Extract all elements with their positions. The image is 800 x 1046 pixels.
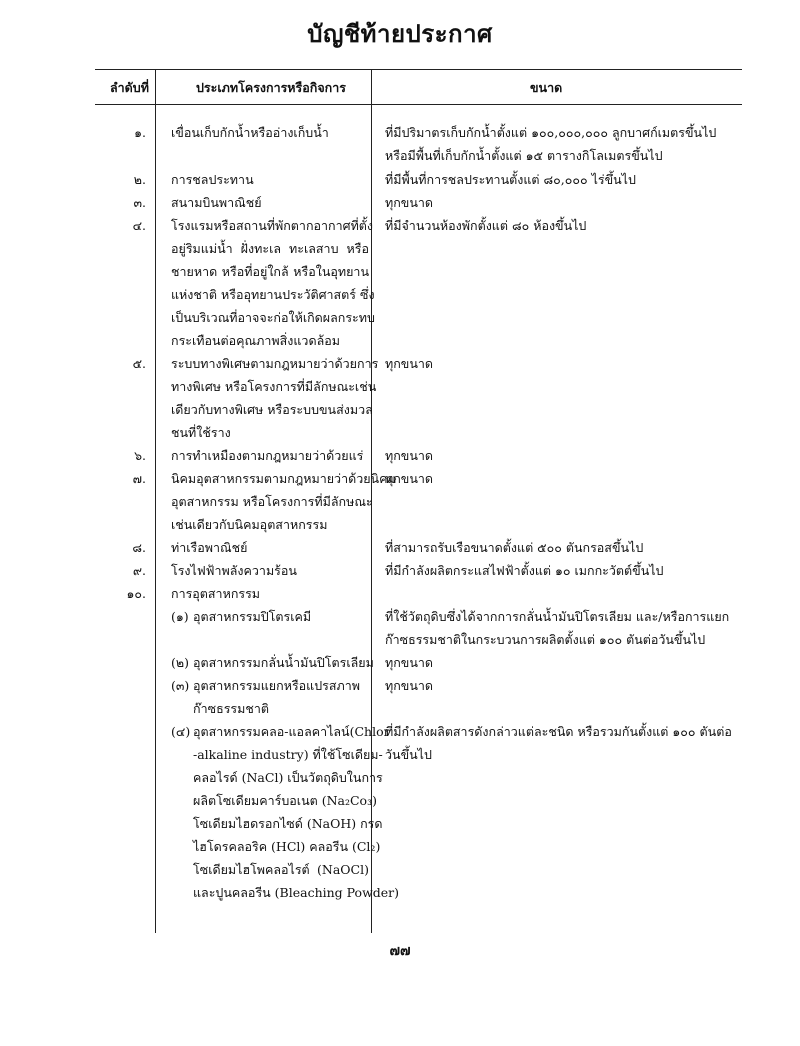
proj-line: การชลประทาน <box>171 172 254 187</box>
document-title: บัญชีท้ายประกาศ <box>307 19 493 48</box>
size-line: ที่ใช้วัตถุดิบซึ่งได้จากการกลั่นน้ำมันปิโตรเลียม และ/หรือการแยก <box>385 609 730 624</box>
tx-line: และปูนคลอรีน (Bleaching Powder) <box>193 885 400 900</box>
header-top-rule <box>95 69 742 70</box>
sub-item-marker: (๓) <box>171 678 190 693</box>
tx-line: คลอไรด์ (NaCl) เป็นวัตถุดิบในการ <box>193 770 383 785</box>
project-type <box>171 559 369 582</box>
proj-line: นิคมอุตสาหกรรมตามกฎหมายว่าด้วยนิคม <box>171 471 396 486</box>
size-line: ที่มีพื้นที่การชลประทานตั้งแต่ ๘๐,๐๐๐ ไร่ขึ้นไป <box>385 172 636 187</box>
proj-line: โรงไฟฟ้าพลังความร้อน <box>171 563 297 578</box>
size-line: ทุกขนาด <box>385 356 434 371</box>
row-number: ๒. <box>133 172 146 187</box>
column-divider-1 <box>155 69 156 933</box>
project-size <box>385 467 743 490</box>
proj-line: เป็นบริเวณที่อาจจะก่อให้เกิดผลกระทบ <box>171 310 375 325</box>
tx-line: -alkaline industry) ที่ใช้โซเดียม- <box>193 747 383 762</box>
size-line: ทุกขนาด <box>385 678 434 693</box>
proj-line: เขื่อนเก็บกักน้ำหรืออ่างเก็บน้ำ <box>171 125 329 140</box>
proj-line: อยู่ริมแม่น้ำ ฝั่งทะเล ทะเลสาบ หรือ <box>171 241 369 256</box>
size-line: ที่สามารถรับเรือขนาดตั้งแต่ ๕๐๐ ตันกรอสขึ้นไป <box>385 540 644 555</box>
row-number: ๓. <box>133 195 146 210</box>
project-size <box>385 191 743 214</box>
sub-item <box>171 720 400 904</box>
row-number: ๗. <box>132 471 146 486</box>
sub-item-text <box>171 605 369 628</box>
project-type <box>171 214 375 352</box>
project-type <box>171 191 369 214</box>
proj-line: ระบบทางพิเศษตามกฎหมายว่าด้วยการ <box>171 356 379 371</box>
sub-item-marker: (๒) <box>171 655 189 670</box>
sub-item <box>171 605 369 628</box>
proj-line: อุตสาหกรรม หรือโครงการที่มีลักษณะ <box>171 494 373 509</box>
size-line: ทุกขนาด <box>385 195 434 210</box>
project-type <box>171 444 369 467</box>
proj-line: เช่นเดียวกับนิคมอุตสาหกรรม <box>171 517 328 532</box>
tx-line: ผลิตโซเดียมคาร์บอเนต (Na₂Co₃) <box>193 793 377 808</box>
row-number: ๑๐. <box>126 586 146 601</box>
size-line: ทุกขนาด <box>385 471 434 486</box>
size-line: วันขึ้นไป <box>385 747 432 762</box>
project-type <box>171 467 396 536</box>
proj-line: การทำเหมืองตามกฎหมายว่าด้วยแร่ <box>171 448 364 463</box>
project-type <box>171 582 369 605</box>
proj-line: กระเทือนต่อคุณภาพสิ่งแวดล้อม <box>171 333 340 348</box>
size-line: ก๊าซธรรมชาติในกระบวนการผลิตตั้งแต่ ๑๐๐ ตันต่อวันขึ้นไป <box>385 632 706 647</box>
header-size: ขนาด <box>530 80 563 95</box>
proj-line: ทางพิเศษ หรือโครงการที่มีลักษณะเช่น <box>171 379 377 394</box>
tx-line: อุตสาหกรรมกลั่นน้ำมันปิโตรเลียม <box>193 655 374 670</box>
sub-item-marker: (๔) <box>171 724 191 739</box>
project-type <box>171 168 369 191</box>
sub-item-size <box>385 651 743 674</box>
project-size <box>385 536 743 559</box>
sub-item-text <box>171 674 369 720</box>
proj-line: สนามบินพาณิชย์ <box>171 195 262 210</box>
project-type <box>171 352 379 444</box>
size-line: ที่มีจำนวนห้องพักตั้งแต่ ๘๐ ห้องขึ้นไป <box>385 218 587 233</box>
sub-item <box>171 651 374 674</box>
row-number: ๖. <box>134 448 146 463</box>
size-line: ทุกขนาด <box>385 448 434 463</box>
tx-line: โซเดียมไฮดรอกไซด์ (NaOH) กรด <box>193 816 383 831</box>
sub-item-size <box>385 674 743 697</box>
project-type <box>171 121 369 144</box>
project-size <box>385 559 743 582</box>
proj-line: เดียวกับทางพิเศษ หรือระบบขนส่งมวล <box>171 402 373 417</box>
tx-line: อุตสาหกรรมแยกหรือแปรสภาพ <box>193 678 360 693</box>
row-number: ๘. <box>132 540 146 555</box>
row-number: ๙. <box>132 563 146 578</box>
header-bottom-rule <box>95 104 742 105</box>
size-line: ที่มีกำลังผลิตสารดังกล่าวแต่ละชนิด หรือรวมกันตั้งแต่ ๑๐๐ ตันต่อ <box>385 724 732 739</box>
project-size <box>385 214 743 237</box>
row-number: ๕. <box>132 356 146 371</box>
sub-item-size <box>385 720 743 766</box>
sub-item-text <box>171 720 400 904</box>
size-line: ที่มีปริมาตรเก็บกักน้ำตั้งแต่ ๑๐๐,๐๐๐,๐๐๐ ลูกบาศก์เมตรขึ้นไป <box>385 125 717 140</box>
page-number: ๗๗ <box>389 943 411 959</box>
size-line: หรือมีพื้นที่เก็บกักน้ำตั้งแต่ ๑๕ ตารางกิโลเมตรขึ้นไป <box>385 148 663 163</box>
tx-line: อุตสาหกรรมปิโตรเคมี <box>193 609 312 624</box>
tx-line: ก๊าซธรรมชาติ <box>193 701 269 716</box>
proj-line: ชนที่ใช้ราง <box>171 425 231 440</box>
sub-item <box>171 674 369 720</box>
project-type <box>171 536 369 559</box>
project-size <box>385 352 743 375</box>
size-line: ทุกขนาด <box>385 655 434 670</box>
project-size <box>385 168 743 191</box>
sub-item-text <box>171 651 374 674</box>
proj-line: โรงแรมหรือสถานที่พักตากอากาศที่ตั้ง <box>171 218 374 233</box>
tx-line: อุตสาหกรรมคลอ-แอลคาไลน์(Chlor <box>193 724 390 739</box>
sub-item-size <box>385 605 743 651</box>
header-project-type: ประเภทโครงการหรือกิจการ <box>196 80 346 95</box>
proj-line: ท่าเรือพาณิชย์ <box>171 540 248 555</box>
tx-line: โซเดียมไฮโพคลอไรต์ (NaOCl) <box>193 862 369 877</box>
sub-item-marker: (๑) <box>171 609 189 624</box>
project-size <box>385 444 743 467</box>
size-line: ที่มีกำลังผลิตกระแสไฟฟ้าตั้งแต่ ๑๐ เมกกะวัตต์ขึ้นไป <box>385 563 664 578</box>
proj-line: แห่งชาติ หรืออุทยานประวัติศาสตร์ ซึ่ง <box>171 287 375 302</box>
row-number: ๔. <box>132 218 146 233</box>
tx-line: ไฮโดรคลอริค (HCl) คลอรีน (Cl₂) <box>193 839 381 854</box>
row-number: ๑. <box>134 125 146 140</box>
header-order: ลำดับที่ <box>110 80 149 95</box>
proj-line: การอุตสาหกรรม <box>171 586 261 601</box>
proj-line: ชายหาด หรือที่อยู่ใกล้ หรือในอุทยาน <box>171 264 369 279</box>
project-size <box>385 121 743 167</box>
